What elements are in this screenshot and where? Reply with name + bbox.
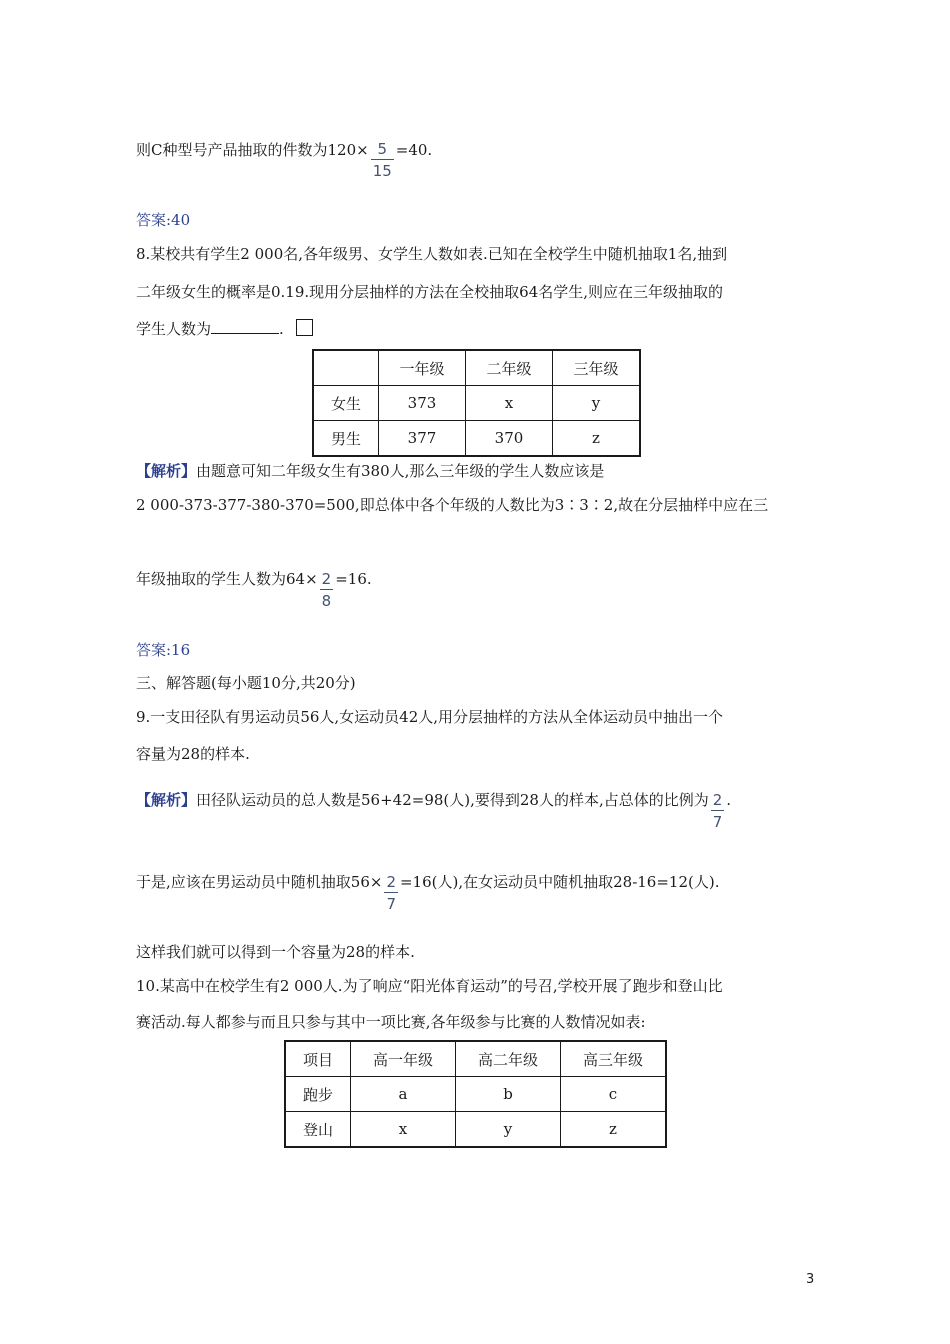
- table-cell: c: [561, 1077, 667, 1112]
- table-cell: x: [466, 386, 553, 421]
- solution-tag: 【解析】: [136, 462, 197, 480]
- answer-8: 答案:16: [136, 641, 191, 659]
- table-cell: 项目: [285, 1041, 351, 1077]
- solution-9-line-1: [136, 790, 731, 833]
- table-grade-gender: [312, 349, 641, 457]
- table-cell: 男生: [313, 421, 379, 457]
- question-10-line-1: 10.某高中在校学生有2 000人.为了响应“阳光体育运动”的号召,学校开展了跑步和登山比: [136, 977, 723, 995]
- solution-9-line-3: 这样我们就可以得到一个容量为28的样本.: [136, 943, 415, 961]
- denominator: 7: [386, 895, 396, 913]
- text: =16(人),在女运动员中随机抽取28-16=12(人).: [399, 873, 720, 891]
- text: 则C种型号产品抽取的件数为120×: [136, 141, 369, 159]
- table-cell: 三年级: [553, 350, 641, 386]
- solution-tag: 【解析】: [136, 791, 197, 809]
- text: 年级抽取的学生人数为64×: [136, 570, 318, 588]
- text: 学生人数为: [136, 320, 212, 338]
- question-8-line-3: [136, 319, 313, 339]
- denominator: 15: [372, 162, 392, 180]
- solution-8-line-3: [136, 569, 372, 612]
- question-8-line-1: 8.某校共有学生2 000名,各年级男、女学生人数如表.已知在全校学生中随机抽取1名,抽到: [136, 245, 728, 263]
- question-9-line-2: 容量为28的样本.: [136, 745, 250, 763]
- table-cell: 女生: [313, 386, 379, 421]
- table-cell: y: [553, 386, 641, 421]
- table-row: [313, 421, 640, 457]
- table-sport-grade: [284, 1040, 667, 1148]
- table-cell: 373: [379, 386, 466, 421]
- table-cell: z: [561, 1112, 667, 1148]
- numerator: 2: [321, 570, 332, 588]
- answer-blank[interactable]: [211, 319, 279, 334]
- table-cell: a: [351, 1077, 456, 1112]
- question-8-line-2: 二年级女生的概率是0.19.现用分层抽样的方法在全校抽取64名学生,则应在三年级抽取的: [136, 283, 724, 301]
- table-row: [285, 1112, 666, 1148]
- text: 由题意可知二年级女生有380人,那么三年级的学生人数应该是: [196, 462, 605, 480]
- text: 于是,应该在男运动员中随机抽取56×: [136, 873, 383, 891]
- section-3-heading: 三、解答题(每小题10分,共20分): [136, 674, 356, 692]
- table-cell: [313, 350, 379, 386]
- table-cell: 377: [379, 421, 466, 457]
- numerator: 5: [371, 139, 394, 160]
- table-row: [285, 1077, 666, 1112]
- table-cell: z: [553, 421, 641, 457]
- table-cell: b: [456, 1077, 561, 1112]
- fraction: [384, 872, 398, 915]
- table-cell: 高三年级: [561, 1041, 667, 1077]
- fraction: [711, 790, 725, 833]
- table-cell: 一年级: [379, 350, 466, 386]
- checkbox-icon: [296, 319, 313, 336]
- solution-9-line-2: [136, 872, 719, 915]
- fraction: [371, 139, 394, 182]
- text: .: [279, 320, 284, 338]
- solution-7-conclusion: [136, 140, 432, 183]
- denominator: 8: [321, 592, 332, 610]
- table-header-row: [313, 350, 640, 386]
- table-cell: 高一年级: [351, 1041, 456, 1077]
- table-row: [313, 386, 640, 421]
- fraction: [320, 569, 334, 612]
- text: =40.: [395, 141, 433, 159]
- table-cell: 高二年级: [456, 1041, 561, 1077]
- table-cell: 跑步: [285, 1077, 351, 1112]
- text: .: [726, 791, 732, 809]
- question-10-line-2: 赛活动.每人都参与而且只参与其中一项比赛,各年级参与比赛的人数情况如表:: [136, 1013, 646, 1031]
- table-header-row: [285, 1041, 666, 1077]
- table-cell: x: [351, 1112, 456, 1148]
- question-9-line-1: 9.一支田径队有男运动员56人,女运动员42人,用分层抽样的方法从全体运动员中抽出一个: [136, 708, 724, 726]
- answer-7: 答案:40: [136, 211, 191, 229]
- solution-8-line-2: 2 000-373-377-380-370=500,即总体中各个年级的人数比为3∶3∶2,故在分层抽样中应在三: [136, 496, 769, 514]
- solution-8-line-1: [136, 461, 604, 481]
- numerator: 2: [712, 791, 723, 809]
- denominator: 7: [712, 813, 723, 831]
- text: 田径队运动员的总人数是56+42=98(人),要得到28人的样本,占总体的比例为: [196, 791, 709, 809]
- table-cell: 登山: [285, 1112, 351, 1148]
- numerator: 2: [386, 873, 396, 891]
- page-number: 3: [806, 1272, 815, 1287]
- table-cell: y: [456, 1112, 561, 1148]
- table-cell: 370: [466, 421, 553, 457]
- text: =16.: [335, 570, 372, 588]
- table-cell: 二年级: [466, 350, 553, 386]
